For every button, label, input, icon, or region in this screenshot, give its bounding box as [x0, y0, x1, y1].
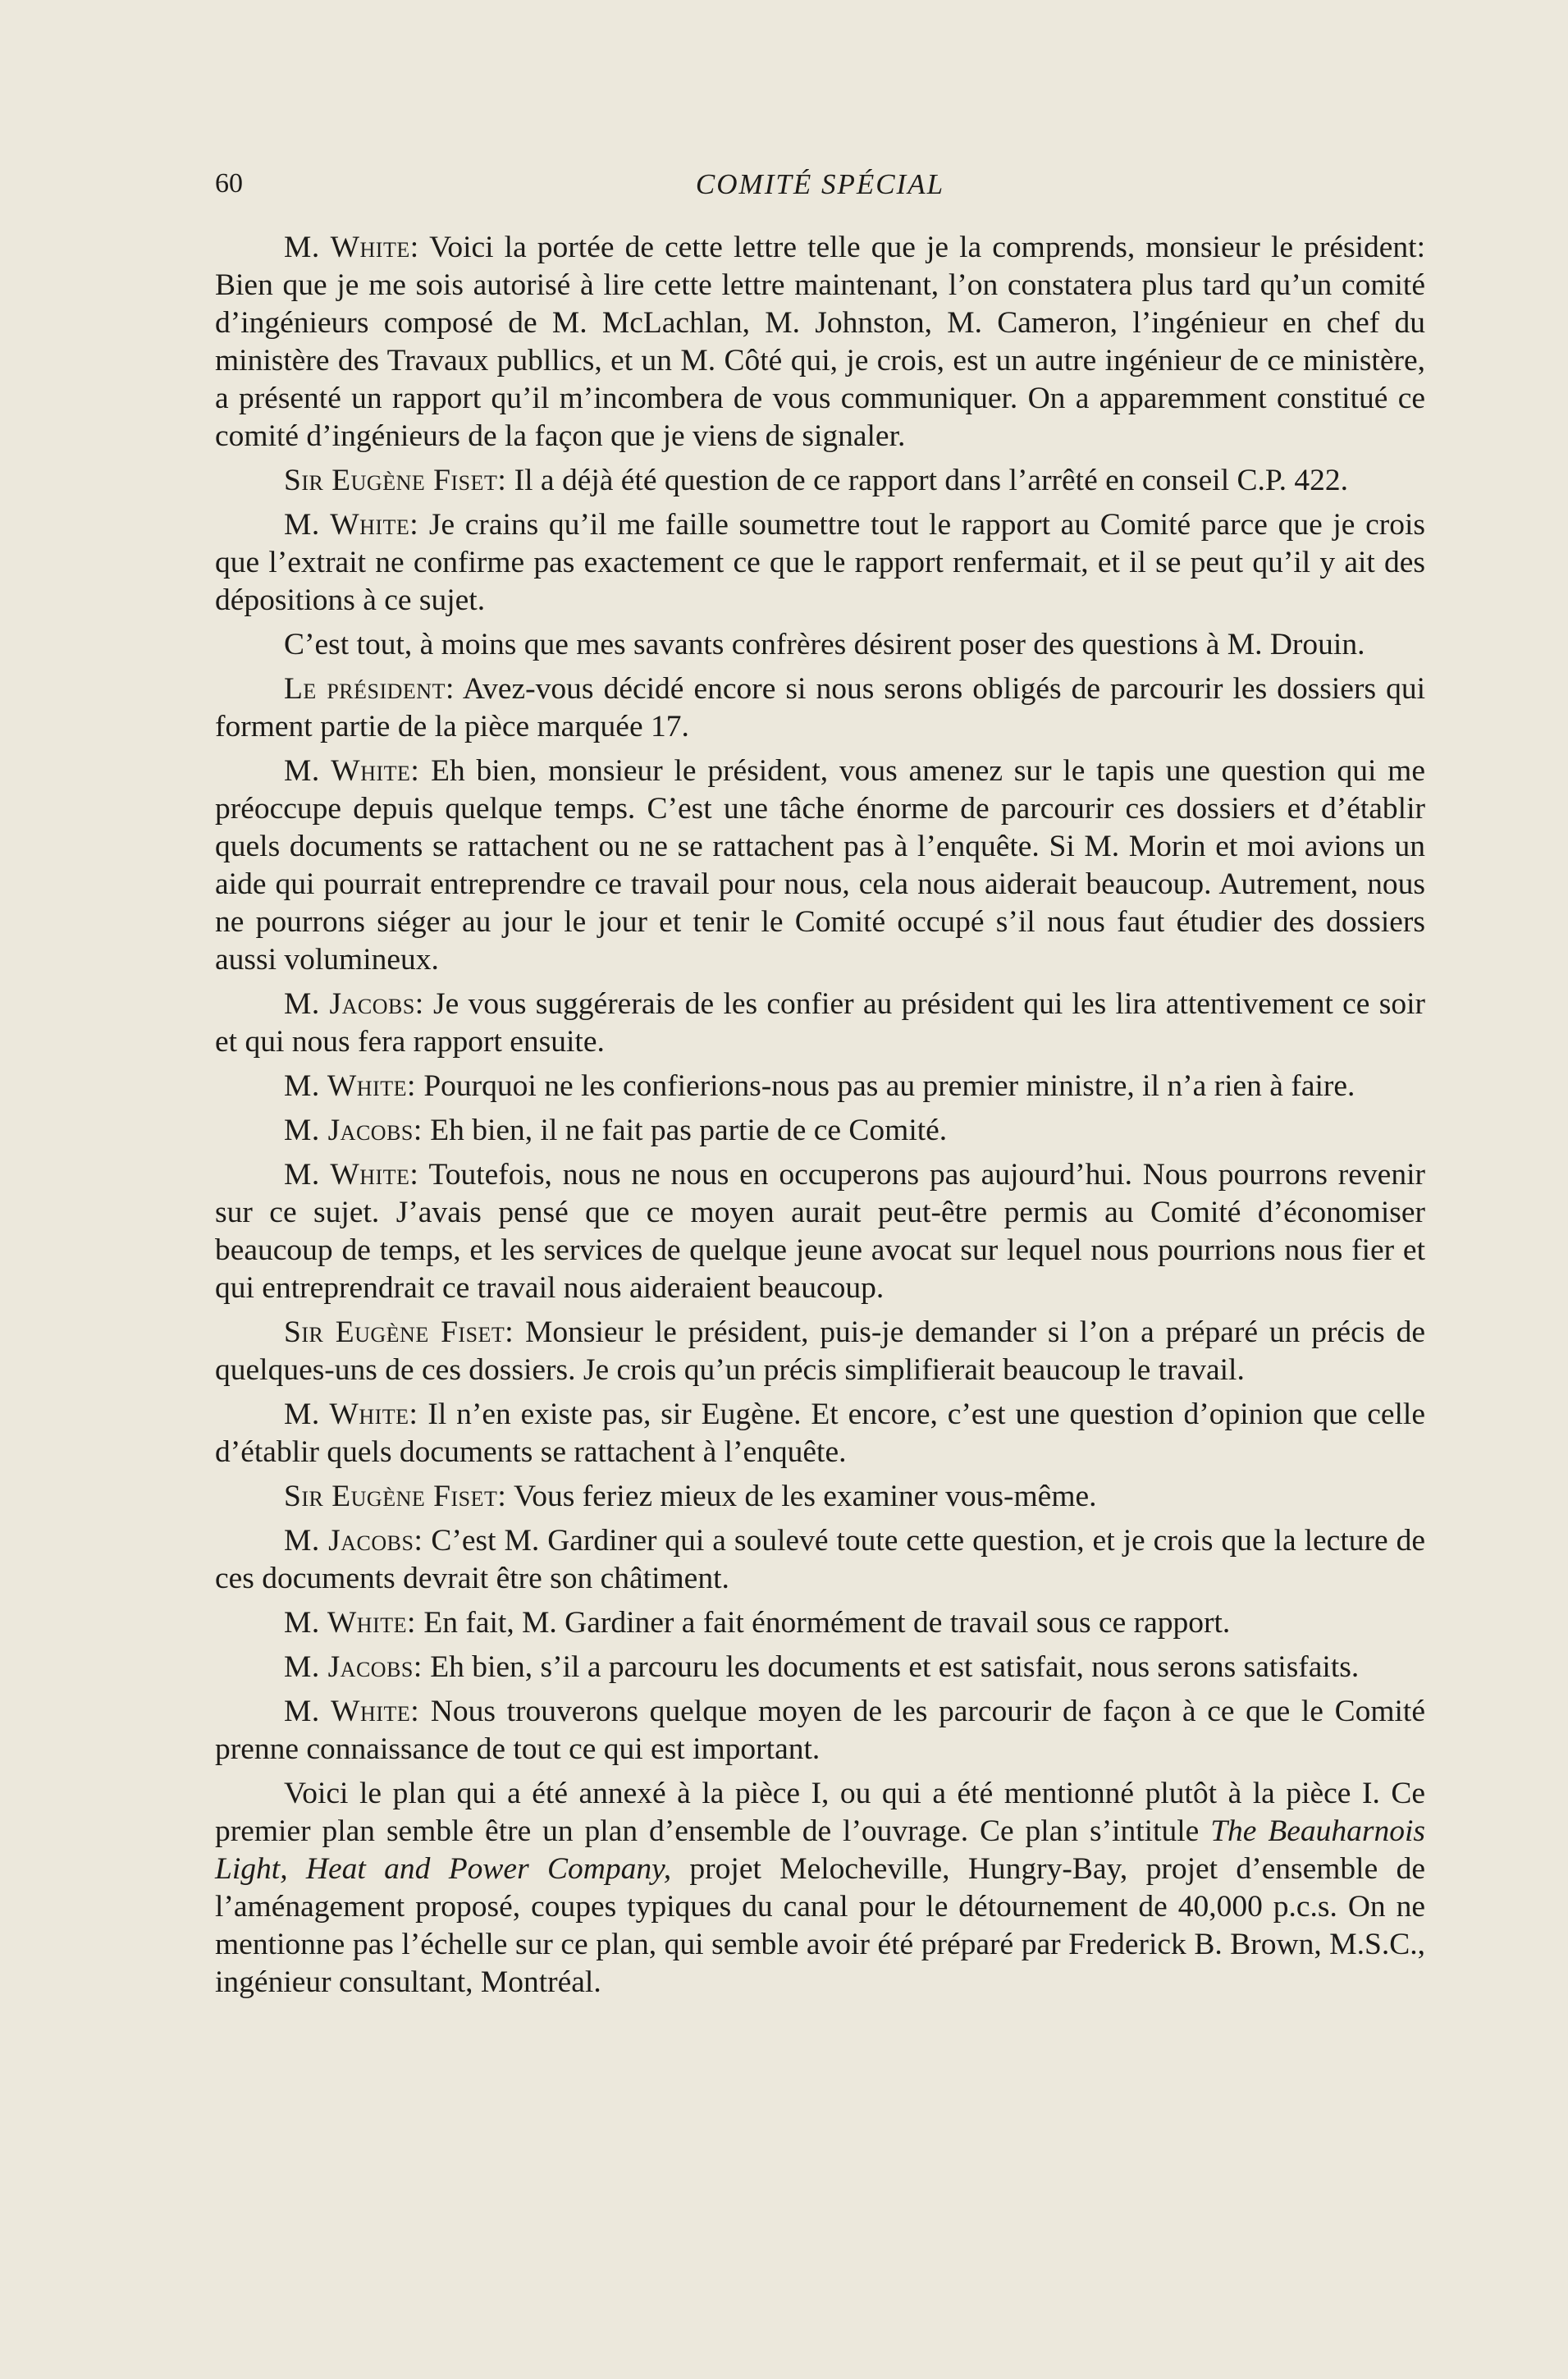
speaker-name: M. White: — [284, 508, 419, 542]
speaker-name: M. White: — [284, 754, 420, 788]
speaker-name: M. Jacobs: — [284, 1650, 423, 1684]
paragraph-text: Eh bien, monsieur le président, vous amenez sur le tapis une question qui me préoccupe depuis quelque temps. C’est une tâche énorme de parcourir ces dossiers et d’établir quels documents se rattachent ou ne se rattachent pas à l’enquête. Si M. Morin et moi avions un aide qui pourrait entreprendre ce travail pour nous, cela nous aiderait beaucoup. Autrement, nous ne pourrons siéger au jour le jour et tenir le Comité occupé s’il nous faut étudier des dossiers aussi volumineux. — [215, 754, 1425, 977]
paragraph-text: Voici le plan qui a été annexé à la pièce I, ou qui a été mentionné plutôt à la pièce I. Ce premier plan semble être un plan d’ensemble de l’ouvrage. Ce plan s’intitule — [215, 1777, 1425, 1848]
speaker-name: M. White: — [284, 1069, 416, 1103]
paragraph-text: projet Melocheville, Hungry-Bay, projet d’ensemble de l’aménagement proposé, coupes typiques du canal pour le détournement de 40,000 p.c.s. On ne mentionne pas l’échelle sur ce plan, qui semble avoir été préparé par Frederick B. Brown, M.S.C., ingénieur consultant, Montréal. — [215, 1852, 1425, 1999]
page-number: 60 — [215, 168, 243, 199]
speaker-name: M. White: — [284, 1606, 416, 1640]
company-title: The Beauharnois Light, Heat and Power Company, — [215, 1814, 1425, 1886]
speaker-name: Sir Eugène Fiset: — [284, 464, 507, 497]
paragraph — [215, 1396, 1425, 1471]
paragraph — [215, 1156, 1425, 1307]
speaker-name: M. White: — [284, 231, 419, 264]
paragraph — [215, 753, 1425, 979]
final-paragraph — [215, 1775, 1425, 2002]
paragraph — [215, 1478, 1425, 1516]
paragraph — [215, 1314, 1425, 1389]
paragraph-text: Nous trouverons quelque moyen de les parcourir de façon à ce que le Comité prenne connaissance de tout ce qui est important. — [215, 1695, 1425, 1766]
paragraph — [215, 986, 1425, 1061]
paragraph-text: Toutefois, nous ne nous en occuperons pas aujourd’hui. Nous pourrons revenir sur ce sujet. J’avais pensé que ce moyen aurait peut-être permis au Comité d’économiser beaucoup de temps, et les services de quelque jeune avocat sur lequel nous pourrions nous fier et qui entreprendrait ce travail nous aideraient beaucoup. — [215, 1158, 1425, 1305]
paragraph — [215, 670, 1425, 746]
paragraph-text: Avez-vous décidé encore si nous serons obligés de parcourir les dossiers qui forment partie de la pièce marquée 17. — [215, 672, 1426, 743]
speaker-name: M. Jacobs: — [284, 1114, 423, 1147]
paragraph-text: C’est M. Gardiner qui a soulevé toute cette question, et je crois que la lecture de ces documents devrait être son châtiment. — [215, 1524, 1425, 1595]
paragraph — [215, 462, 1425, 500]
body-text — [215, 229, 1425, 2002]
paragraph-text: C’est tout, à moins que mes savants confrères désirent poser des questions à M. Drouin. — [284, 628, 1365, 661]
paragraph — [215, 1112, 1425, 1150]
paragraph — [215, 626, 1425, 664]
paragraph — [215, 1693, 1425, 1768]
speaker-name: M. Jacobs: — [284, 1524, 423, 1558]
paragraph-text: Je vous suggérerais de les confier au président qui les lira attentivement ce soir et qui nous fera rapport ensuite. — [215, 987, 1425, 1059]
paragraph-text: Voici la portée de cette lettre telle que je la comprends, monsieur le président: Bien que je me sois autorisé à lire cette lettre maintenant, l’on constatera plus tard qu’un comité d’ingénieurs composé de M. McLachlan, M. Johnston, M. Cameron, l’ingénieur en chef du ministère des Travaux publlics, et un M. Côté qui, je crois, est un autre ingénieur de ce ministère, a présenté un rapport qu’il m’incombera de vous communiquer. On a apparemment constitué ce comité d’ingénieurs de la façon que je viens de signaler. — [215, 231, 1425, 453]
paragraph-text: Il n’en existe pas, sir Eugène. Et encore, c’est une question d’opinion que celle d’établir quels documents se rattachent à l’enquête. — [215, 1398, 1425, 1469]
paragraph-text: Vous feriez mieux de les examiner vous-même. — [506, 1480, 1097, 1513]
speaker-name: Sir Eugène Fiset: — [284, 1315, 514, 1349]
paragraph-text: Eh bien, il ne fait pas partie de ce Comité. — [422, 1114, 948, 1147]
speaker-name: M. Jacobs: — [284, 987, 424, 1021]
speaker-name: M. White: — [284, 1398, 418, 1431]
speaker-name: M. White: — [284, 1695, 420, 1728]
paragraph — [215, 506, 1425, 620]
paragraph-text: Il a déjà été question de ce rapport dans l’arrêté en conseil C.P. 422. — [506, 464, 1348, 497]
speaker-name: M. White: — [284, 1158, 419, 1192]
paragraph — [215, 229, 1425, 455]
document-page — [215, 168, 1425, 2008]
paragraph — [215, 1068, 1425, 1105]
speaker-name: Sir Eugène Fiset: — [284, 1480, 507, 1513]
paragraph-text: Eh bien, s’il a parcouru les documents et est satisfait, nous serons satisfaits. — [422, 1650, 1360, 1684]
paragraph-text: En fait, M. Gardiner a fait énormément de travail sous ce rapport. — [415, 1606, 1231, 1640]
paragraph — [215, 1604, 1425, 1642]
paragraph — [215, 1522, 1425, 1598]
speaker-name: Le président: — [284, 672, 455, 706]
paragraph-text: Monsieur le président, puis-je demander si l’on a préparé un précis de quelques-uns de ces dossiers. Je crois qu’un précis simplifierait beaucoup le travail. — [215, 1315, 1425, 1387]
running-title: COMITÉ SPÉCIAL — [695, 168, 945, 200]
page-header — [215, 168, 1425, 208]
paragraph — [215, 1649, 1425, 1686]
paragraph-text: Pourquoi ne les confierions-nous pas au premier ministre, il n’a rien à faire. — [415, 1069, 1355, 1103]
paragraph-text: Je crains qu’il me faille soumettre tout le rapport au Comité parce que je crois que l’extrait ne confirme pas exactement ce que le rapport renfermait, et il se peut qu’il y ait des dépositions à ce sujet. — [215, 508, 1425, 617]
